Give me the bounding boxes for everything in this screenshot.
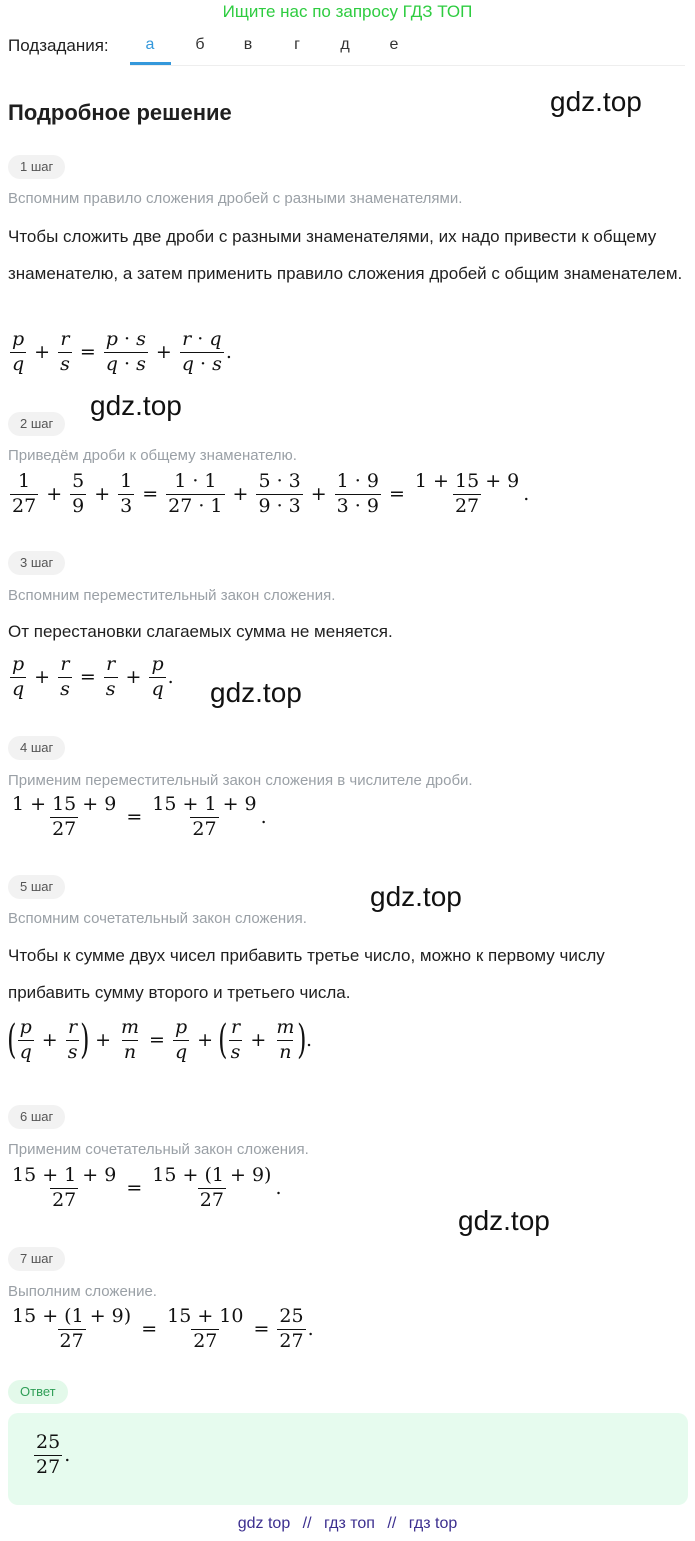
search-banner: Ищите нас по запросу ГДЗ ТОП — [222, 2, 473, 21]
step-1-hint: Вспомним правило сложения дробей с разными знаменателями. — [8, 190, 463, 207]
step-7-hint: Выполним сложение. — [8, 1283, 157, 1300]
tab-a[interactable]: а — [145, 36, 155, 53]
step-5-formula: ( $\frac{p}{q}$ + $\frac{r}{s}$ ) + $\frac{m}{n}$ = $\frac{p}{q}$ + ( $\frac{r}{s}$ + $\frac{m}{n}$ ) . — [7, 1016, 313, 1064]
step-4-chip: 4 шаг — [8, 736, 65, 760]
step-7-chip: 7 шаг — [8, 1247, 65, 1271]
page-title: Подробное решение — [8, 100, 232, 125]
step-3-chip: 3 шаг — [8, 551, 65, 575]
step-2-hint: Приведём дроби к общему знаменателю. — [8, 447, 297, 464]
step-1-chip: 1 шаг — [8, 155, 65, 179]
watermark: gdz.top — [210, 677, 302, 708]
step-5-text: Чтобы к сумме двух чисел прибавить третье число, можно к первому числу прибавить сумму второго и третьего числа. — [8, 946, 605, 1002]
watermark: gdz.top — [370, 881, 462, 912]
tab-b[interactable]: б — [195, 36, 205, 53]
step-3-text: От перестановки слагаемых сумма не меняется. — [8, 622, 393, 641]
answer-box — [8, 1413, 688, 1505]
footer-separator: // — [302, 1515, 312, 1532]
step-6-chip: 6 шаг — [8, 1105, 65, 1129]
step-3-formula: $\frac{p}{q}$ + $\frac{r}{s}$ = $\frac{r}{s}$ + $\frac{p}{q}$ . — [12, 653, 174, 700]
step-2-chip: 2 шаг — [8, 412, 65, 436]
footer-link-3[interactable]: гдз top — [408, 1515, 458, 1532]
tab-e[interactable]: е — [389, 36, 399, 53]
step-4-hint: Применим переместительный закон сложения в числителе дроби. — [8, 772, 473, 789]
step-1-text: Чтобы сложить две дроби с разными знаменателями, их надо привести к общему знаменателю, а затем применить правило сложения дробей с общим знаменателем. — [8, 227, 683, 283]
step-5-chip: 5 шаг — [8, 875, 65, 899]
footer-link-2[interactable]: гдз топ — [324, 1515, 375, 1532]
step-1-formula: $\frac{p}{q}$ + $\frac{r}{s}$ = $\frac{p \cdot s}{q \cdot s}$ + $\frac{r \cdot q}{q \cdot s}$ . — [12, 328, 232, 375]
answer-formula: $\frac{25}{27}$ . — [36, 1431, 71, 1478]
tab-d[interactable]: д — [340, 36, 350, 53]
watermark: gdz.top — [550, 86, 642, 117]
step-4-formula: $\frac{1 + 15 + 9}{27}$ = $\frac{15 + 1 + 9}{27}$ . — [12, 793, 267, 840]
footer-separator: // — [387, 1515, 397, 1532]
tabs-divider — [130, 65, 685, 66]
tab-g[interactable]: г — [294, 36, 300, 53]
step-2-formula: $\frac{1}{27}$ + $\frac{5}{9}$ + $\frac{1}{3}$ = $\frac{1 \cdot 1}{27 \cdot 1}$ + $\frac{5 \cdot 3}{9 \cdot 3}$ + $\frac{1 \cdot 9}{3 \cdot 9}$ = $\frac{1 + 15 + 9}{27}$ . — [12, 470, 530, 517]
answer-chip: Ответ — [8, 1380, 68, 1404]
step-3-hint: Вспомним переместительный закон сложения. — [8, 587, 336, 604]
watermark: gdz.top — [458, 1205, 550, 1236]
step-5-hint: Вспомним сочетательный закон сложения. — [8, 910, 307, 927]
tab-v[interactable]: в — [243, 36, 253, 53]
step-7-formula: $\frac{15 + (1 + 9)}{27}$ = $\frac{15 + 10}{27}$ = $\frac{25}{27}$ . — [12, 1305, 314, 1352]
footer-links — [0, 1515, 695, 1533]
watermark: gdz.top — [90, 390, 182, 421]
step-6-hint: Применим сочетательный закон сложения. — [8, 1141, 309, 1158]
subtasks-label: Подзадания: — [8, 36, 109, 55]
step-6-formula: $\frac{15 + 1 + 9}{27}$ = $\frac{15 + (1 + 9)}{27}$ . — [12, 1164, 282, 1211]
footer-link-1[interactable]: gdz top — [237, 1515, 291, 1532]
